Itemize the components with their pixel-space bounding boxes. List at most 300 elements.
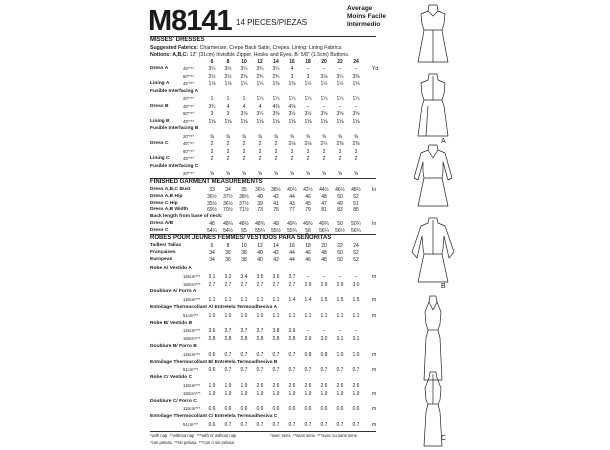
table-cell: 2⅜ <box>352 141 360 147</box>
table-cell: 50 <box>337 257 343 263</box>
table-cell: 50¼ <box>351 221 361 227</box>
table-cell: 0.7 <box>272 351 280 358</box>
table-cell: 55¾ <box>287 227 297 234</box>
row-label: Doublure B/ Forro B <box>150 344 197 349</box>
row-label: Lining C <box>150 156 170 161</box>
size-column-header: 6 <box>210 59 214 65</box>
table-cell: – <box>322 328 326 335</box>
row-width: 150cm*** <box>183 390 201 396</box>
table-cell: 0.7 <box>320 367 328 374</box>
table-cell: 2.7 <box>240 281 248 288</box>
table-cell: 2 <box>290 156 294 162</box>
row-label: Doublure A/ Forro A <box>150 289 197 295</box>
table-cell: 37½ <box>239 200 249 207</box>
table-cell: 38½ <box>271 187 281 193</box>
table-cell: 47 <box>321 200 327 207</box>
row-label: Fusible Interfacing B <box>150 126 199 131</box>
footnotes-en: *with nap **without nap ***with or without nap <box>150 433 237 438</box>
table-cell: 10 <box>241 243 247 249</box>
table-cell: ⅝ <box>321 171 327 177</box>
table-cell: 2.9 <box>320 281 328 288</box>
table-cell: 0.7 <box>272 422 280 428</box>
table-cell: 1.9 <box>240 383 248 389</box>
row-width: 60"*** <box>183 73 195 79</box>
table-cell: 2.6 <box>288 383 296 389</box>
row-width: 115cm*** <box>183 383 201 388</box>
row-unit: m <box>372 351 377 358</box>
table-cell: 3⅜ <box>272 111 280 117</box>
row-width: 115cm*** <box>183 328 201 334</box>
table-cell: 1.9 <box>208 383 216 389</box>
table-cell: 3.0 <box>352 281 360 288</box>
table-cell: 38½ <box>239 193 249 200</box>
table-cell: 50 <box>337 221 343 227</box>
table-cell: 46 <box>305 250 311 256</box>
table-cell: 38 <box>241 257 247 263</box>
table-cell: 75 <box>273 207 279 214</box>
table-cell: 4 <box>290 66 294 72</box>
table-cell: 1.9 <box>288 390 296 397</box>
table-cell: 54¼ <box>207 227 217 234</box>
table-cell: 1.0 <box>352 351 360 358</box>
table-cell: 12 <box>257 243 263 249</box>
table-cell: 48¾ <box>255 221 265 227</box>
size-column-header: 20 <box>321 59 327 65</box>
table-cell: – <box>354 273 358 280</box>
table-cell: 1⅜ <box>272 81 280 87</box>
table-cell: 50 <box>337 250 343 256</box>
row-width: 45"*** <box>183 141 195 146</box>
table-cell: 44 <box>289 193 295 200</box>
table-cell: 3⅝ <box>336 111 344 117</box>
table-cell: 1⅝ <box>336 118 344 125</box>
table-cell: 3.0 <box>320 336 328 343</box>
table-cell: 1⅝ <box>320 118 328 125</box>
notions-line: Notions: A,B,C: 12" (31cm) Invisible Zipper, Hooks and Eyes. B: 5/8" (1.5cm) Buttons. <box>150 52 350 58</box>
table-cell: 3¾ <box>208 103 216 110</box>
table-cell: 2.6 <box>320 383 328 389</box>
table-cell: 1.9 <box>336 390 344 397</box>
table-cell: ⅝ <box>209 133 215 140</box>
table-cell: 2.7 <box>272 281 280 288</box>
table-cell: 3⅜ <box>352 73 360 80</box>
table-cell: 3⅝ <box>352 111 360 117</box>
table-cell: 1¼ <box>256 96 264 102</box>
table-cell: ⅝ <box>241 171 247 177</box>
table-cell: – <box>306 66 310 72</box>
table-cell: 2 <box>290 148 294 155</box>
table-cell: 52 <box>353 257 359 263</box>
table-cell: 0.7 <box>352 422 360 428</box>
table-cell: 1.1 <box>320 312 328 319</box>
row-label: Françaises <box>150 250 176 255</box>
size-column-header: 14 <box>273 59 279 65</box>
table-cell: 37½ <box>223 193 233 200</box>
table-cell: 34 <box>209 257 215 263</box>
table-cell: 50 <box>337 193 343 200</box>
table-cell: 1⅝ <box>240 118 248 125</box>
size-column-header: 12 <box>257 59 263 65</box>
table-cell: 0.7 <box>240 422 248 428</box>
table-cell: 46 <box>305 193 311 200</box>
table-cell: 35 <box>241 187 247 193</box>
table-cell: ⅝ <box>209 171 215 177</box>
table-cell: 2⅜ <box>336 141 344 147</box>
table-cell: 2⅛ <box>304 141 312 147</box>
size-column-header: 8 <box>226 59 230 65</box>
table-cell: 1.0 <box>224 312 232 319</box>
table-cell: 2.8 <box>224 336 232 343</box>
table-cell: ⅝ <box>305 171 311 177</box>
table-cell: 1⅝ <box>272 118 280 125</box>
table-cell: 46 <box>305 257 311 263</box>
table-cell: 56¾ <box>351 227 361 234</box>
table-cell: 2½ <box>208 73 216 80</box>
table-cell: 3.1 <box>352 336 360 343</box>
table-cell: 3¼ <box>336 73 344 80</box>
table-cell: ⅝ <box>273 171 279 177</box>
table-cell: 4 <box>258 103 262 110</box>
difficulty-es: Intermedio <box>347 21 381 29</box>
table-cell: 2.8 <box>240 336 248 343</box>
row-width: 20"*** <box>183 96 195 101</box>
table-cell: ⅝ <box>289 133 295 140</box>
table-cell: 49½ <box>303 221 313 227</box>
table-cell: 2 <box>306 156 310 162</box>
table-cell: – <box>306 103 310 110</box>
table-cell: 2.8 <box>288 336 296 343</box>
row-label: Entoilage Thermocollant B/ Entretela Termoadhesiva B <box>150 359 278 365</box>
table-cell: 1.1 <box>256 297 264 304</box>
table-cell: ⅝ <box>353 171 359 177</box>
table-cell: 56½ <box>335 227 345 234</box>
table-cell: – <box>306 273 310 280</box>
table-cell: 34 <box>209 250 215 256</box>
table-cell: 44 <box>289 250 295 256</box>
table-cell: 48 <box>321 193 327 200</box>
table-cell: 2 <box>274 156 278 162</box>
row-unit: m <box>372 273 377 280</box>
table-cell: 1.9 <box>208 390 216 397</box>
table-cell: 83 <box>337 207 343 214</box>
table-cell: 54½ <box>223 227 233 234</box>
table-cell: 3½ <box>304 111 312 117</box>
table-cell: 0.7 <box>240 367 248 374</box>
measurements-title: FINISHED GARMENT MEASUREMENTS <box>150 179 263 185</box>
table-cell: 8 <box>226 243 230 249</box>
table-cell: ⅝ <box>257 171 263 177</box>
table-cell: 0.6 <box>208 351 216 358</box>
table-cell: 3.7 <box>240 328 248 335</box>
size-column-header: 16 <box>289 59 295 65</box>
table-cell: 56 <box>305 227 311 234</box>
view-c-back-drawing <box>424 372 442 446</box>
table-cell: ⅝ <box>225 171 231 177</box>
table-cell: 55¼ <box>255 227 265 234</box>
table-cell: 4⅝ <box>288 103 296 110</box>
table-cell: 3 <box>306 73 310 80</box>
table-cell: – <box>322 66 326 72</box>
table-cell: 2.6 <box>336 383 344 389</box>
table-cell: 20 <box>321 243 327 249</box>
table-cell: 52 <box>353 250 359 256</box>
row-width: 115cm*** <box>183 297 201 303</box>
view-label-c: C <box>441 435 447 442</box>
table-cell: 1.9 <box>352 390 360 397</box>
table-cell: 39 <box>257 200 263 207</box>
size-column-header: 24 <box>353 59 359 65</box>
table-cell: 3.1 <box>336 336 344 343</box>
table-cell: 42½ <box>303 187 313 193</box>
table-cell: 49 <box>337 200 343 207</box>
table-cell: 1⅜ <box>288 81 296 87</box>
difficulty-en: Average <box>347 5 373 12</box>
table-cell: ⅝ <box>289 171 295 177</box>
table-cell: – <box>338 273 342 280</box>
table-cell: 3 <box>210 111 214 117</box>
table-cell: 2 <box>274 141 278 147</box>
table-cell: 2¾ <box>256 73 264 80</box>
table-cell: 3.7 <box>256 328 264 335</box>
view-b-back-drawing <box>412 218 454 282</box>
pattern-number: M8141 <box>148 5 232 37</box>
table-cell: 1.9 <box>240 390 248 397</box>
table-cell: 1.9 <box>224 390 232 397</box>
table-cell: 0.7 <box>336 367 344 374</box>
table-cell: 2⅝ <box>240 73 248 80</box>
table-cell: – <box>338 328 342 335</box>
table-cell: 1.0 <box>336 351 344 358</box>
table-cell: 2¼ <box>320 141 328 147</box>
table-cell: 2.9 <box>304 281 312 288</box>
table-cell: 48 <box>321 257 327 263</box>
table-cell: 3½ <box>224 66 232 72</box>
table-cell: 0.7 <box>224 367 232 374</box>
table-cell: 1⅝ <box>288 118 296 125</box>
table-cell: 0.7 <box>224 351 232 358</box>
table-cell: 1.9 <box>256 390 264 397</box>
table-cell: 0.7 <box>288 351 296 358</box>
table-cell: 4 <box>242 103 246 110</box>
table-cell: 2.6 <box>272 383 280 389</box>
table-cell: 1.1 <box>208 297 216 304</box>
table-cell: ⅝ <box>337 133 343 140</box>
row-unit: m <box>372 406 377 413</box>
difficulty-level <box>347 5 386 30</box>
row-label: Back length from base of neck: <box>150 214 223 220</box>
table-cell: 1⅝ <box>352 118 360 125</box>
table-cell: 0.6 <box>288 406 296 413</box>
view-b-front-drawing <box>414 145 452 206</box>
table-cell: 1⅝ <box>352 81 360 87</box>
row-label: Entoilage Thermocollant C/ Entretela Termoadhesiva C <box>150 414 278 420</box>
table-cell: 0.6 <box>256 406 264 413</box>
table-cell: 33 <box>209 187 215 193</box>
table-cell: 1.9 <box>272 390 280 397</box>
row-width: 115cm*** <box>183 351 201 357</box>
table-cell: 1.9 <box>320 390 328 397</box>
table-cell: 1 <box>226 96 230 102</box>
table-cell: 36½ <box>223 200 233 207</box>
table-cell: 1⅝ <box>224 118 232 125</box>
fabrics-line: Suggested Fabrics: Charmeuse, Crepe Back Satin, Crepes. Lining: Lining Fabrics. <box>150 45 343 51</box>
table-cell: 3⅝ <box>320 111 328 117</box>
table-cell: 1¼ <box>304 96 312 102</box>
table-cell: 0.7 <box>256 351 264 358</box>
table-cell: 0.6 <box>208 406 216 413</box>
row-unit: m <box>372 367 377 374</box>
table-cell: 1⅝ <box>256 118 264 125</box>
table-cell: 36 <box>225 257 231 263</box>
table-cell: 2 <box>322 148 326 155</box>
table-cell: 35½ <box>207 200 217 207</box>
row-label: Entoilage Thermocollant A/ Entretela Termoadhesiva A <box>150 305 278 310</box>
table-cell: 0.8 <box>304 351 312 358</box>
table-cell: 48½ <box>239 221 249 227</box>
table-cell: 1½ <box>320 81 328 87</box>
table-cell: 0.7 <box>304 422 312 428</box>
table-cell: – <box>322 103 326 110</box>
table-cell: 2 <box>354 156 358 162</box>
table-cell: 0.7 <box>224 422 232 428</box>
table-cell: 3.7 <box>224 328 232 335</box>
table-cell: 1.1 <box>288 312 296 319</box>
table-cell: 1.1 <box>272 312 280 319</box>
table-cell: 0.7 <box>336 422 344 428</box>
row-label: Dress C Hip <box>150 200 178 206</box>
table-cell: 3 <box>226 111 230 117</box>
table-cell: 1.4 <box>304 297 312 304</box>
table-cell: 48½ <box>351 187 361 193</box>
table-cell: 2 <box>338 156 342 162</box>
table-cell: 16 <box>289 243 295 249</box>
table-cell: 42 <box>273 193 279 200</box>
table-cell: 4 <box>226 103 230 110</box>
table-cell: 2.7 <box>256 281 264 288</box>
table-cell: 48 <box>209 221 215 227</box>
table-cell: 55 <box>241 227 247 234</box>
table-cell: 1.1 <box>272 297 280 304</box>
table-cell: 2¾ <box>272 73 280 80</box>
row-width: 20"*** <box>183 171 195 176</box>
table-cell: 70½ <box>223 207 233 214</box>
table-cell: 2 <box>242 141 246 147</box>
table-cell: 3¼ <box>272 66 280 72</box>
table-cell: 81 <box>321 207 327 214</box>
table-cell: – <box>322 273 326 280</box>
table-cell: ⅝ <box>321 133 327 140</box>
table-cell: – <box>306 328 310 335</box>
table-cell: 44 <box>289 257 295 263</box>
row-width: 45"*** <box>183 66 195 71</box>
table-cell: 1.0 <box>208 312 216 319</box>
row-width: 45"*** <box>183 156 195 161</box>
table-cell: 2 <box>210 148 214 155</box>
footnotes-fr: *avec sens **sans sens ***avec ou sans sens <box>270 433 357 438</box>
table-cell: 3 <box>290 73 294 80</box>
table-cell: 71½ <box>239 207 249 214</box>
table-cell: 1.0 <box>240 312 248 319</box>
table-cell: 0.7 <box>288 367 296 374</box>
table-cell: 34 <box>225 187 231 193</box>
table-cell: ⅝ <box>305 133 311 140</box>
technical-drawings <box>388 0 478 450</box>
row-unit: In <box>372 187 377 193</box>
table-cell: 0.8 <box>320 351 328 358</box>
row-width: 45"*** <box>183 81 195 86</box>
table-cell: 69½ <box>207 207 217 214</box>
table-cell: ⅝ <box>353 133 359 140</box>
row-label: Dress A,B Width <box>150 207 189 213</box>
table-cell: 40½ <box>287 187 297 193</box>
table-cell: 2.7 <box>224 281 232 288</box>
table-cell: 85 <box>353 207 359 214</box>
table-cell: 0.7 <box>240 351 248 358</box>
table-cell: 0.6 <box>352 406 360 413</box>
table-cell: 1⅝ <box>304 118 312 125</box>
table-cell: 48 <box>321 250 327 256</box>
table-cell: 6 <box>210 243 214 249</box>
row-label: Lining A <box>150 81 170 86</box>
row-label: Lining B <box>150 118 170 124</box>
table-cell: – <box>354 66 358 72</box>
table-cell: 0.7 <box>272 367 280 374</box>
table-cell: 1⅛ <box>224 81 232 87</box>
table-cell: 3.8 <box>272 328 280 335</box>
table-cell: – <box>354 103 358 110</box>
table-cell: 0.6 <box>240 406 248 413</box>
table-cell: 2.8 <box>208 336 216 343</box>
misses-title: MISSES' DRESSES <box>150 37 205 43</box>
row-width: 45"*** <box>183 103 195 109</box>
table-cell: 3¼ <box>256 111 264 117</box>
table-cell: 2.8 <box>272 336 280 343</box>
table-cell: 3.4 <box>240 273 248 280</box>
row-label: Robe C/ Vestido C <box>150 375 193 381</box>
table-cell: 1¼ <box>352 96 360 102</box>
table-cell: 3¼ <box>208 66 216 72</box>
table-cell: 40 <box>257 257 263 263</box>
table-cell: 36 <box>225 250 231 256</box>
table-cell: 36½ <box>207 193 217 200</box>
table-cell: 36½ <box>255 187 265 193</box>
table-cell: 49¼ <box>287 221 297 227</box>
table-cell: 3⅛ <box>240 111 248 117</box>
table-cell: 22 <box>337 243 343 249</box>
table-cell: 2.7 <box>288 281 296 288</box>
table-cell: 2 <box>226 141 230 147</box>
table-cell: 1 <box>210 96 214 102</box>
row-width: 45"*** <box>183 118 195 124</box>
row-label: Dress B <box>150 103 169 109</box>
table-cell: 0.6 <box>224 406 232 413</box>
table-cell: 0.7 <box>256 422 264 428</box>
table-cell: – <box>338 66 342 72</box>
table-cell: 3.5 <box>256 273 264 280</box>
table-cell: 1.5 <box>336 297 344 304</box>
table-cell: 48¼ <box>223 221 233 227</box>
table-cell: 1½ <box>304 81 312 87</box>
table-cell: 1.1 <box>240 297 248 304</box>
table-cell: 1¼ <box>240 81 248 87</box>
table-cell: 55½ <box>271 227 281 234</box>
row-unit: m <box>372 390 377 397</box>
table-cell: 2 <box>322 156 326 162</box>
row-width: 51cm*** <box>183 312 199 318</box>
table-cell: 24 <box>353 243 359 249</box>
row-unit: m <box>372 312 377 319</box>
table-cell: 3¼ <box>240 66 248 72</box>
